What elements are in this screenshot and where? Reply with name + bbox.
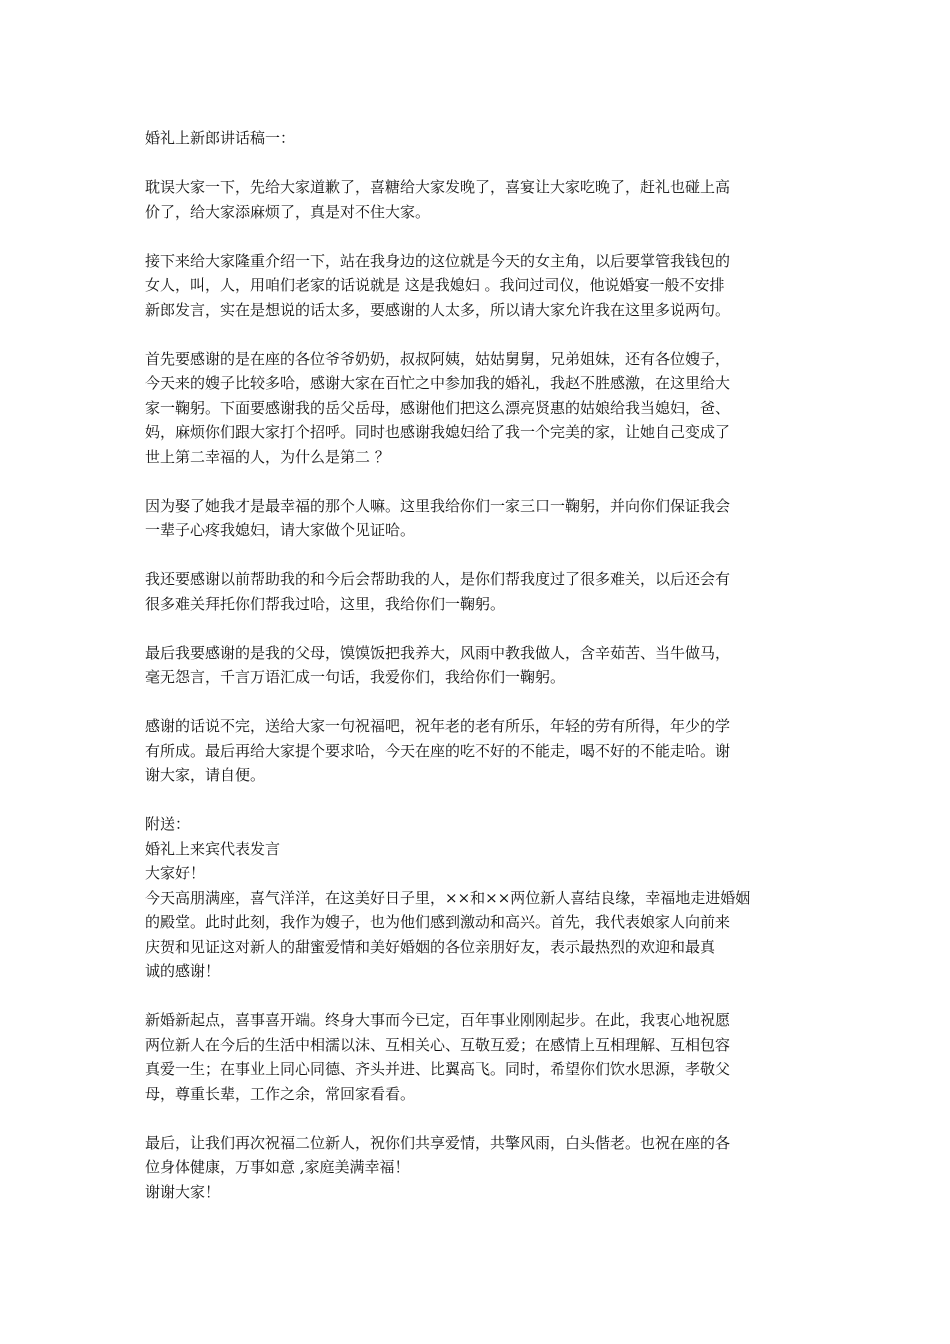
closing-thanks: 谢谢大家！ — [145, 1182, 221, 1201]
paragraph-line: 谢大家，请自便。 — [145, 766, 266, 784]
document-title-block — [145, 126, 810, 151]
paragraph-line: 母，尊重长辈，工作之余，常回家看看。 — [145, 1084, 416, 1103]
paragraph-line: 妈，麻烦你们跟大家打个招呼。同时也感谢我媳妇给了我一个完美的家，让她自己变成了 — [145, 423, 731, 441]
paragraph-line: 两位新人在今后的生活中相濡以沫、互相关心、互敬互爱；在感情上互相理解、互相包容 — [145, 1035, 731, 1054]
paragraph-line: 有所成。最后再给大家提个要求哈，今天在座的吃不好的不能走，喝不好的不能走哈。谢 — [145, 741, 731, 760]
paragraph-line: 一辈子心疼我媳妇，请大家做个见证哈。 — [145, 521, 416, 539]
paragraph-line: 家一鞠躬。下面要感谢我的岳父岳母，感谢他们把这么漂亮贤惠的姑娘给我当媳妇，爸、 — [145, 398, 731, 417]
paragraph-line: 因为娶了她我才是最幸福的那个人嘛。这里我给你们一家三口一鞠躬，并向你们保证我会 — [145, 496, 731, 515]
paragraph-line: 首先要感谢的是在座的各位爷爷奶奶，叔叔阿姨，姑姑舅舅，兄弟姐妹，还有各位嫂子， — [145, 349, 731, 368]
paragraph-line: 价了，给大家添麻烦了，真是对不住大家。 — [145, 202, 431, 221]
greeting: 大家好！ — [145, 864, 206, 882]
appendix-speech — [145, 812, 810, 984]
paragraph-line: 新婚新起点，喜事喜开端。终身大事而今已定，百年事业刚刚起步。在此，我衷心地祝愿 — [145, 1011, 731, 1029]
paragraph-line: 真爱一生；在事业上同心同德、齐头并进、比翼高飞。同时，希望你们饮水思源，孝敬父 — [145, 1060, 731, 1078]
paragraph-line: 耽误大家一下，先给大家道歉了，喜糖给大家发晚了，喜宴让大家吃晚了，赶礼也碰上高 — [145, 178, 731, 196]
paragraph-2 — [145, 249, 810, 323]
paragraph-6 — [145, 641, 810, 690]
paragraph-1 — [145, 175, 810, 224]
paragraph-line: 最后我要感谢的是我的父母，馍馍饭把我养大，风雨中教我做人，含辛茹苦、当牛做马， — [145, 643, 731, 662]
document-title: 婚礼上新郎讲话稿一： — [145, 129, 296, 147]
paragraph-9 — [145, 1008, 810, 1106]
paragraph-line: 最后，让我们再次祝福二位新人，祝你们共享爱情，共擎风雨，白头偕老。也祝在座的各 — [145, 1133, 731, 1152]
paragraph-line: 的殿堂。此时此刻，我作为嫂子，也为他们感到激动和高兴。首先，我代表娘家人向前来 — [145, 913, 731, 931]
paragraph-line: 很多难关拜托你们帮我过哈，这里，我给你们一鞠躬。 — [145, 594, 506, 613]
paragraph-line: 接下来给大家隆重介绍一下，站在我身边的这位就是今天的女主角，以后要掌管我钱包的 — [145, 251, 731, 270]
paragraph-line: 新郎发言，实在是想说的话太多，要感谢的人太多，所以请大家允许我在这里多说两句。 — [145, 300, 731, 319]
appendix-title: 婚礼上来宾代表发言 — [145, 839, 281, 858]
paragraph-5 — [145, 567, 810, 616]
paragraph-line: 位身体健康，万事如意 ,家庭美满幸福！ — [145, 1158, 410, 1176]
document-body — [145, 126, 810, 1204]
paragraph-line: 今天来的嫂子比较多哈，感谢大家在百忙之中参加我的婚礼，我赵不胜感激，在这里给大 — [145, 374, 731, 392]
paragraph-line: 感谢的话说不完，送给大家一句祝福吧，祝年老的老有所乐，年轻的劳有所得，年少的学 — [145, 717, 731, 735]
paragraph-4 — [145, 494, 810, 543]
closing-paragraph — [145, 1131, 810, 1205]
paragraph-line: 诚的感谢！ — [145, 962, 221, 980]
paragraph-line: 今天高朋满座，喜气洋洋，在这美好日子里，××和××两位新人喜结良缘，幸福地走进婚姻 — [145, 888, 751, 907]
paragraph-line: 女人，叫，人，用咱们老家的话说就是 这是我媳妇 。我问过司仪，他说婚宴一般不安排 — [145, 276, 725, 294]
appendix-label: 附送： — [145, 815, 191, 833]
paragraph-7 — [145, 714, 810, 788]
paragraph-3 — [145, 347, 810, 470]
paragraph-line: 我还要感谢以前帮助我的和今后会帮助我的人，是你们帮我度过了很多难关，以后还会有 — [145, 570, 731, 588]
paragraph-line: 庆贺和见证这对新人的甜蜜爱情和美好婚姻的各位亲朋好友，表示最热烈的欢迎和最真 — [145, 937, 716, 956]
paragraph-line: 世上第二幸福的人，为什么是第二 ？ — [145, 447, 390, 466]
paragraph-line: 毫无怨言，千言万语汇成一句话，我爱你们，我给你们一鞠躬。 — [145, 668, 566, 686]
